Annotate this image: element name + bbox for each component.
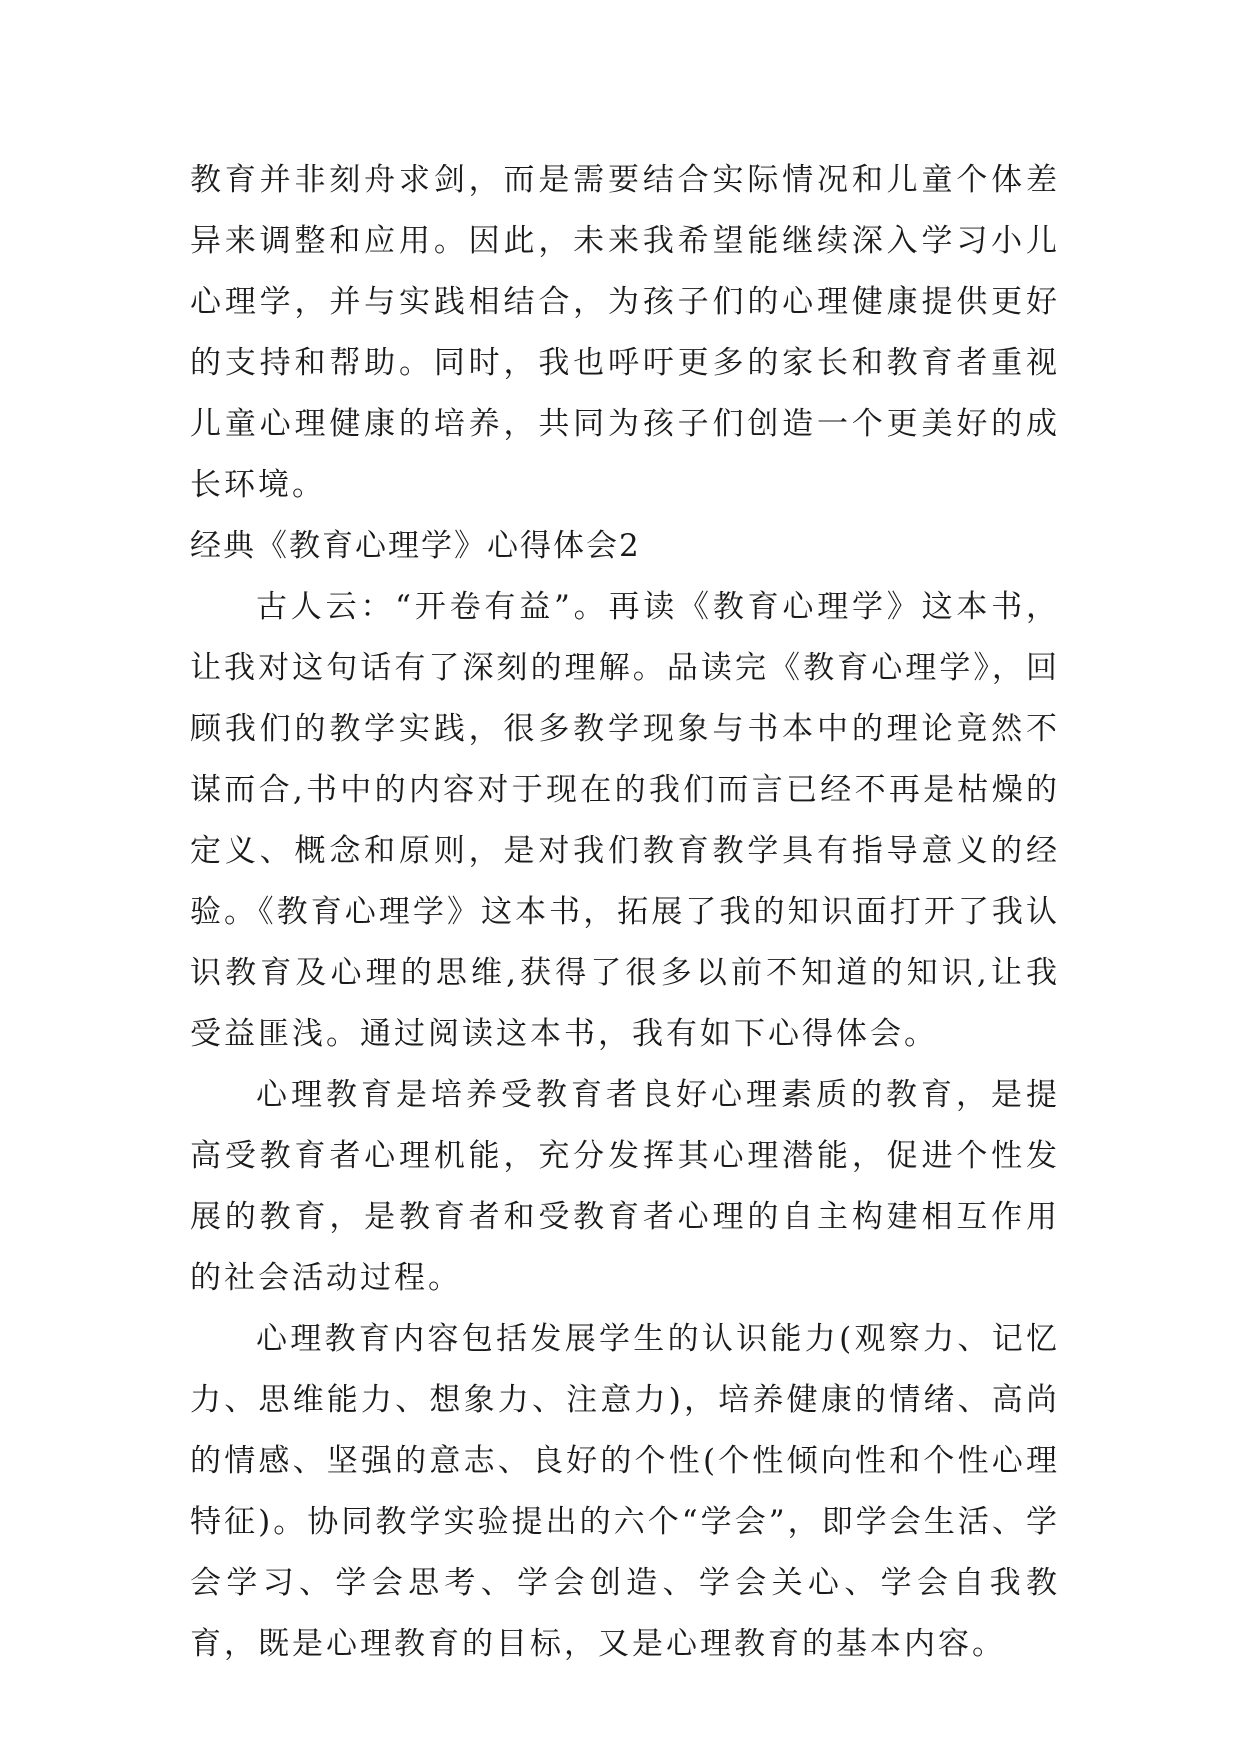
paragraph-intro: 古人云：“开卷有益”。再读《教育心理学》这本书，让我对这句话有了深刻的理解。品读完《教育心理学》，回顾我们的教学实践，很多教学现象与书本中的理论竟然不谋而合,书中的内容对于现在的我们而言已经不再是枯燥的定义、概念和原则，是对我们教育教学具有指导意义的经验。《教育心理学》这本书，拓展了我的知识面打开了我认识教育及心理的思维,获得了很多以前不知道的知识,让我受益匪浅。通过阅读这本书，我有如下心得体会。 (190, 589, 1060, 1052)
paragraph-definition: 心理教育是培养受教育者良好心理素质的教育，是提高受教育者心理机能，充分发挥其心理潜能，促进个性发展的教育，是教育者和受教育者心理的自主构建相互作用的社会活动过程。 (190, 1077, 1060, 1296)
document-body (190, 150, 1060, 1675)
paragraph-content: 心理教育内容包括发展学生的认识能力(观察力、记忆力、思维能力、想象力、注意力)，培养健康的情绪、高尚的情感、坚强的意志、良好的个性(个性倾向性和个性心理特征)。协同教学实验提出的六个“学会”，即学会生活、学会学习、学会思考、学会创造、学会关心、学会自我教育，既是心理教育的目标，又是心理教育的基本内容。 (190, 1321, 1060, 1662)
section-heading: 经典《教育心理学》心得体会2 (190, 528, 641, 564)
paragraph-conclusion: 教育并非刻舟求剑，而是需要结合实际情况和儿童个体差异来调整和应用。因此，未来我希望能继续深入学习小儿心理学，并与实践相结合，为孩子们的心理健康提供更好的支持和帮助。同时，我也呼吁更多的家长和教育者重视儿童心理健康的培养，共同为孩子们创造一个更美好的成长环境。 (190, 162, 1060, 503)
